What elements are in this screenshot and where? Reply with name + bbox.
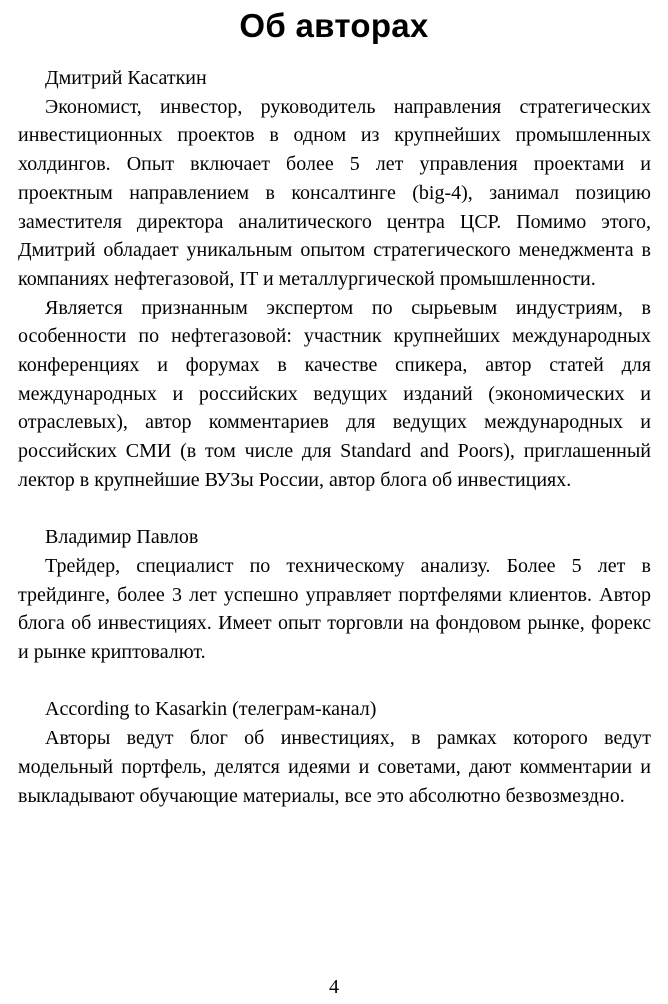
section-spacer bbox=[18, 495, 651, 524]
author-name: Дмитрий Касаткин bbox=[45, 67, 207, 89]
authors-section bbox=[18, 64, 651, 810]
author-name: Владимир Павлов bbox=[45, 526, 199, 549]
page-title: Об авторах bbox=[239, 7, 429, 44]
section-spacer bbox=[18, 667, 651, 696]
author-bio-paragraph: Является признанным экспертом по сырьевым индустриям, в особенности по нефтегазовой: участник крупнейших международных конференциях и форумах в качестве спикера, автор статей для международных и российских ведущих изданий (экономических и отраслевых), автор комментариев для ведущих международных и российских СМИ (в том числе для Standard and Poors), приглашенный лектор в крупнейшие ВУЗы России, автор блога об инвестициях. bbox=[18, 296, 651, 491]
channel-description-paragraph: Авторы ведут блог об инвестициях, в рамках которого ведут модельный портфель, делятся идеями и советами, дают комментарии и выкладывают обучающие материалы, все это абсолютно безвозмездно. bbox=[18, 727, 651, 807]
channel-name: According to Kasarkin (телеграм-канал) bbox=[45, 698, 377, 721]
page-number: 4 bbox=[329, 976, 339, 998]
author-bio-paragraph: Экономист, инвестор, руководитель направления стратегических инвестиционных проектов в одном из крупнейших промышленных холдингов. Опыт включает более 5 лет управления проектами и проектным направлением в консалтинге (big-4), занимал позицию заместителя директора аналитического центра ЦСР. Помимо этого, Дмитрий обладает уникальным опытом стратегического менеджмента в компаниях нефтегазовой, IT и металлургической промышленности. bbox=[18, 95, 651, 290]
author-bio-paragraph: Трейдер, специалист по техническому анализу. Более 5 лет в трейдинге, более 3 лет успешно управляет портфелями клиентов. Автор блога об инвестициях. Имеет опыт торговли на фондовом рынке, форекс и рынке криптовалют. bbox=[18, 554, 651, 664]
